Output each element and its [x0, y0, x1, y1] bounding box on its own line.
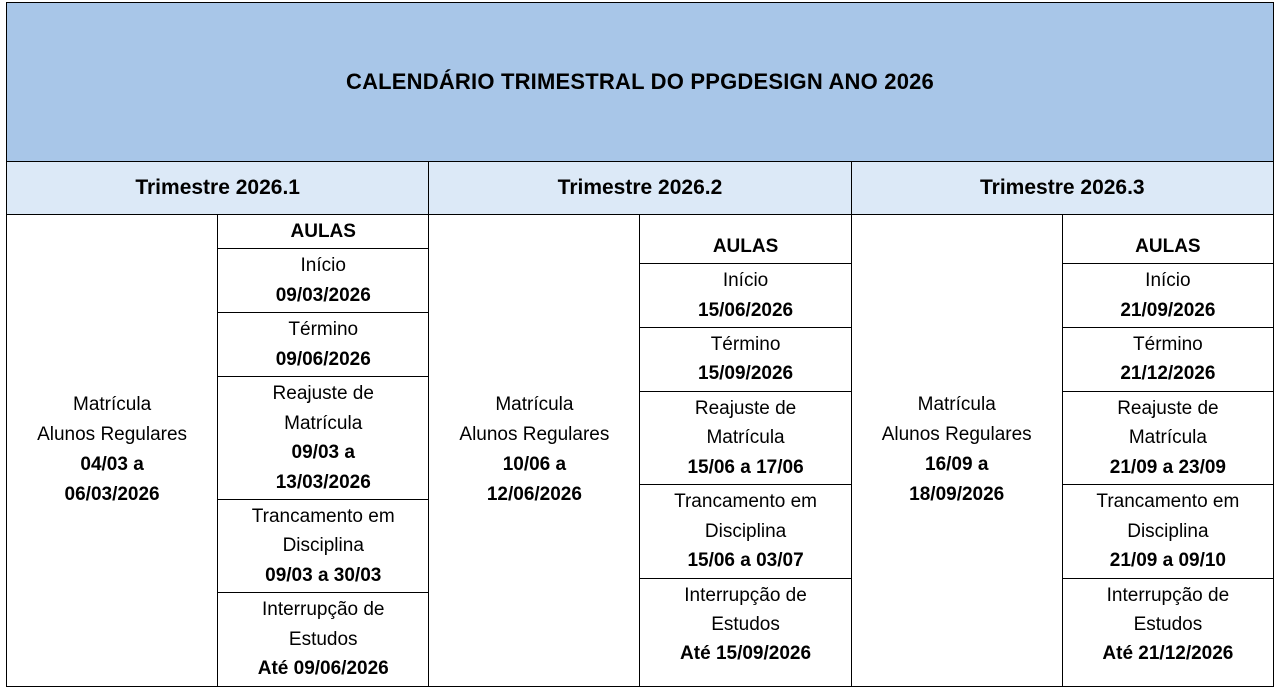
trancamento-value: 09/03 a 30/03	[265, 564, 382, 586]
reajuste-value-line1: 09/03 a	[291, 442, 355, 464]
academic-calendar-table	[6, 2, 1274, 687]
matricula-label-line1: Matrícula	[917, 394, 996, 416]
inicio-value: 21/09/2026	[1120, 299, 1216, 321]
section-termino	[218, 313, 428, 377]
reajuste-label-line1: Reajuste de	[1117, 397, 1219, 419]
section-aulas	[1063, 230, 1273, 264]
interrupcao-label-line1: Interrupção de	[1106, 584, 1230, 606]
details-block-3	[1062, 215, 1273, 687]
trimester-header-row	[7, 162, 1274, 215]
matricula-label-line1: Matrícula	[73, 394, 152, 416]
trancamento-label-line2: Disciplina	[282, 535, 364, 557]
section-termino	[640, 328, 850, 392]
trimester-header-1: Trimestre 2026.1	[7, 162, 429, 215]
section-interrupcao	[1063, 578, 1273, 671]
section-inicio	[218, 249, 428, 313]
interrupcao-label-line2: Estudos	[288, 628, 358, 650]
section-inicio	[1063, 264, 1273, 328]
reajuste-value-line2: 13/03/2026	[275, 471, 371, 493]
matricula-block-3	[851, 215, 1062, 687]
section-trancamento	[1063, 485, 1273, 578]
inicio-value: 15/06/2026	[698, 299, 794, 321]
matricula-label-line2: Alunos Regulares	[459, 424, 610, 446]
section-reajuste	[218, 377, 428, 500]
aulas-heading: AULAS	[1063, 230, 1273, 264]
section-aulas	[218, 215, 428, 249]
reajuste-label-line2: Matrícula	[706, 427, 785, 449]
inicio-label: Início	[1145, 270, 1191, 292]
section-inicio	[640, 264, 850, 328]
trimester-header-2: Trimestre 2026.2	[429, 162, 851, 215]
termino-value: 21/12/2026	[1120, 363, 1216, 385]
inicio-value: 09/03/2026	[275, 284, 371, 306]
trimester-content-row	[7, 215, 1274, 687]
reajuste-label-line1: Reajuste de	[272, 383, 374, 405]
trancamento-label-line1: Trancamento em	[674, 491, 817, 513]
termino-label: Término	[288, 319, 359, 341]
section-reajuste	[640, 391, 850, 484]
section-reajuste	[1063, 391, 1273, 484]
matricula-date-line2: 12/06/2026	[486, 484, 582, 506]
section-aulas	[640, 230, 850, 264]
section-interrupcao	[640, 578, 850, 671]
reajuste-label-line2: Matrícula	[284, 412, 363, 434]
details-block-1	[218, 215, 429, 687]
interrupcao-value: Até 09/06/2026	[257, 658, 389, 680]
matricula-label-line1: Matrícula	[495, 394, 574, 416]
matricula-date-line2: 06/03/2026	[64, 484, 160, 506]
trancamento-value: 21/09 a 09/10	[1109, 550, 1226, 572]
reajuste-label-line2: Matrícula	[1128, 427, 1207, 449]
inicio-label: Início	[722, 270, 769, 292]
reajuste-value-line1: 15/06 a 17/06	[687, 456, 804, 478]
termino-value: 15/09/2026	[698, 363, 794, 385]
section-trancamento	[218, 499, 428, 592]
trancamento-label-line1: Trancamento em	[251, 505, 395, 527]
matricula-block-1	[7, 215, 218, 687]
interrupcao-label-line1: Interrupção de	[261, 599, 385, 621]
trancamento-value: 15/06 a 03/07	[687, 550, 804, 572]
page-title: CALENDÁRIO TRIMESTRAL DO PPGDESIGN ANO 2026	[7, 3, 1274, 162]
section-termino	[1063, 328, 1273, 392]
interrupcao-label-line2: Estudos	[1133, 613, 1203, 635]
matricula-label-line2: Alunos Regulares	[37, 424, 188, 446]
trancamento-label-line2: Disciplina	[704, 520, 787, 542]
interrupcao-value: Até 21/12/2026	[1102, 643, 1234, 665]
aulas-heading: AULAS	[640, 230, 850, 264]
matricula-date-line1: 16/09 a	[925, 454, 989, 476]
termino-label: Término	[710, 334, 781, 356]
matricula-date-line2: 18/09/2026	[909, 484, 1005, 506]
reajuste-label-line1: Reajuste de	[694, 397, 797, 419]
matricula-label-line2: Alunos Regulares	[881, 424, 1032, 446]
interrupcao-label-line2: Estudos	[711, 613, 780, 635]
matricula-date-line1: 10/06 a	[502, 454, 567, 476]
trancamento-label-line2: Disciplina	[1127, 520, 1209, 542]
reajuste-value-line1: 21/09 a 23/09	[1109, 456, 1226, 478]
matricula-date-line1: 04/03 a	[80, 454, 144, 476]
title-row	[7, 3, 1274, 162]
trimester-header-3: Trimestre 2026.3	[851, 162, 1273, 215]
aulas-heading: AULAS	[218, 215, 428, 249]
termino-label: Término	[1133, 334, 1203, 356]
trancamento-label-line1: Trancamento em	[1096, 491, 1240, 513]
section-interrupcao	[218, 593, 428, 686]
details-block-2	[640, 215, 851, 687]
interrupcao-value: Até 15/09/2026	[680, 643, 812, 665]
matricula-block-2	[429, 215, 640, 687]
termino-value: 09/06/2026	[275, 348, 371, 370]
inicio-label: Início	[300, 255, 346, 277]
interrupcao-label-line1: Interrupção de	[684, 584, 807, 606]
section-trancamento	[640, 485, 850, 578]
